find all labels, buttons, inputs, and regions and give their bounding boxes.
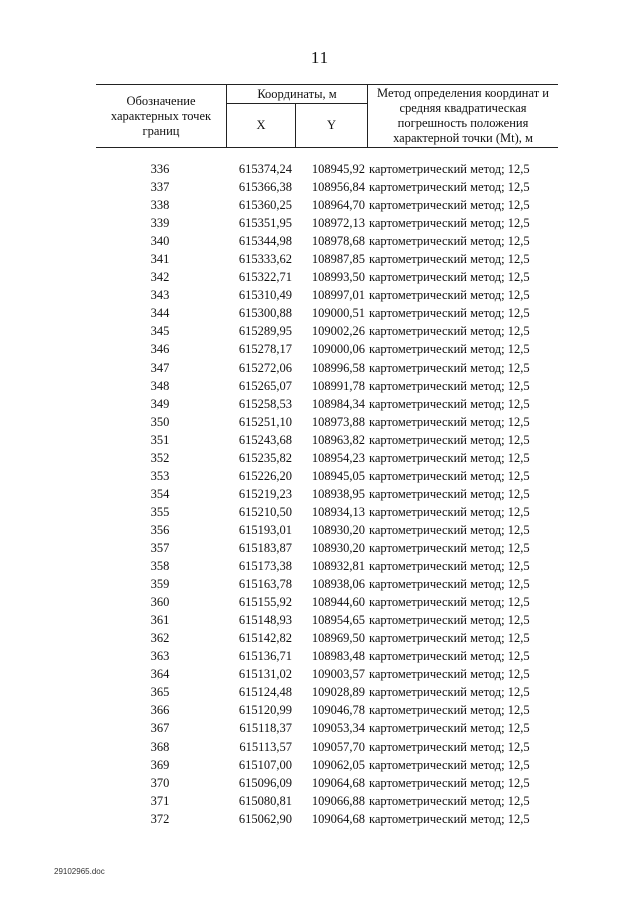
- y-coordinate-cell: 109064,68: [311, 811, 365, 826]
- y-coordinate-cell: 108930,20: [311, 540, 365, 555]
- y-coordinate-cell: 109000,06: [311, 342, 365, 357]
- table-row: [96, 792, 558, 810]
- y-coordinate-cell: 109046,78: [311, 703, 365, 718]
- point-number-cell: 357: [150, 540, 170, 555]
- method-cell: картометрический метод; 12,5: [369, 522, 530, 537]
- x-coordinate-cell: 615124,48: [238, 685, 292, 700]
- method-cell: картометрический метод; 12,5: [369, 504, 530, 519]
- x-coordinate-cell: 615351,95: [238, 216, 292, 231]
- table-row: [96, 322, 558, 340]
- x-coordinate-cell: 615173,38: [238, 559, 292, 574]
- point-number-cell: 362: [150, 631, 170, 646]
- x-coordinate-cell: 615136,71: [238, 649, 292, 664]
- point-number-cell: 365: [150, 685, 170, 700]
- y-coordinate-cell: 109028,89: [311, 685, 365, 700]
- point-number-cell: 359: [150, 577, 170, 592]
- point-number-cell: 363: [150, 649, 170, 664]
- y-coordinate-cell: 108930,20: [311, 522, 365, 537]
- method-cell: картометрический метод; 12,5: [369, 559, 530, 574]
- method-cell: картометрический метод; 12,5: [369, 811, 530, 826]
- table-row: [96, 286, 558, 304]
- x-coordinate-cell: 615366,38: [238, 180, 292, 195]
- x-coordinate-cell: 615322,71: [238, 270, 292, 285]
- point-number-cell: 361: [150, 613, 170, 628]
- y-coordinate-cell: 108991,78: [311, 378, 365, 393]
- x-coordinate-cell: 615235,82: [238, 450, 292, 465]
- y-coordinate-cell: 109000,51: [311, 306, 365, 321]
- table-row: [96, 557, 558, 575]
- header-y: Y: [326, 118, 337, 132]
- x-coordinate-cell: 615300,88: [238, 306, 292, 321]
- table-row: [96, 503, 558, 521]
- method-cell: картометрический метод; 12,5: [369, 667, 530, 682]
- table-row: [96, 250, 558, 268]
- table-row: [96, 521, 558, 539]
- y-coordinate-cell: 108932,81: [311, 559, 365, 574]
- y-coordinate-cell: 108956,84: [311, 180, 365, 195]
- point-number-cell: 346: [150, 342, 170, 357]
- table-row: [96, 178, 558, 196]
- x-coordinate-cell: 615080,81: [238, 793, 292, 808]
- x-coordinate-cell: 615210,50: [238, 504, 292, 519]
- x-coordinate-cell: 615278,17: [238, 342, 292, 357]
- method-cell: картометрический метод; 12,5: [369, 540, 530, 555]
- table-row: [96, 395, 558, 413]
- y-coordinate-cell: 108983,48: [311, 649, 365, 664]
- point-number-cell: 337: [150, 180, 170, 195]
- footer-file-name: 29102965.doc: [54, 867, 105, 876]
- method-cell: картометрический метод; 12,5: [369, 450, 530, 465]
- y-coordinate-cell: 108954,23: [311, 450, 365, 465]
- table-body: [96, 160, 558, 828]
- point-number-cell: 353: [150, 468, 170, 483]
- method-cell: картометрический метод; 12,5: [369, 342, 530, 357]
- x-coordinate-cell: 615163,78: [238, 577, 292, 592]
- table-row: [96, 340, 558, 358]
- table-row: [96, 268, 558, 286]
- y-coordinate-cell: 109053,34: [311, 721, 365, 736]
- method-cell: картометрический метод; 12,5: [369, 486, 530, 501]
- x-coordinate-cell: 615107,00: [238, 757, 292, 772]
- method-cell: картометрический метод; 12,5: [369, 288, 530, 303]
- y-coordinate-cell: 108944,60: [311, 595, 365, 610]
- method-cell: картометрический метод; 12,5: [369, 270, 530, 285]
- method-cell: картометрический метод; 12,5: [369, 378, 530, 393]
- y-coordinate-cell: 109062,05: [311, 757, 365, 772]
- table-row: [96, 304, 558, 322]
- point-number-cell: 336: [150, 162, 170, 176]
- y-coordinate-cell: 108987,85: [311, 252, 365, 267]
- point-number-cell: 343: [150, 288, 170, 303]
- method-cell: картометрический метод; 12,5: [369, 577, 530, 592]
- method-cell: картометрический метод; 12,5: [369, 703, 530, 718]
- x-coordinate-cell: 615118,37: [239, 721, 292, 736]
- point-number-cell: 368: [150, 739, 170, 754]
- method-cell: картометрический метод; 12,5: [369, 360, 530, 375]
- method-cell: картометрический метод; 12,5: [369, 775, 530, 790]
- y-coordinate-cell: 108996,58: [311, 360, 365, 375]
- point-number-cell: 349: [150, 396, 170, 411]
- point-number-cell: 354: [150, 486, 170, 501]
- x-coordinate-cell: 615131,02: [238, 667, 292, 682]
- table-row: [96, 485, 558, 503]
- x-coordinate-cell: 615272,06: [238, 360, 292, 375]
- method-cell: картометрический метод; 12,5: [369, 613, 530, 628]
- point-number-cell: 342: [150, 270, 170, 285]
- table-row: [96, 214, 558, 232]
- point-number-cell: 348: [150, 378, 170, 393]
- x-coordinate-cell: 615333,62: [238, 252, 292, 267]
- x-coordinate-cell: 615142,82: [238, 631, 292, 646]
- header-method-cell: [368, 85, 558, 147]
- table-row: [96, 232, 558, 250]
- method-cell: картометрический метод; 12,5: [369, 468, 530, 483]
- table-row: [96, 738, 558, 756]
- method-cell: картометрический метод; 12,5: [369, 432, 530, 447]
- x-coordinate-cell: 615258,53: [238, 396, 292, 411]
- method-cell: картометрический метод; 12,5: [369, 162, 530, 176]
- table-row: [96, 647, 558, 665]
- y-coordinate-cell: 109003,57: [311, 667, 365, 682]
- point-number-cell: 340: [150, 234, 170, 249]
- point-number-cell: 370: [150, 775, 170, 790]
- x-coordinate-cell: 615193,01: [238, 522, 292, 537]
- x-coordinate-cell: 615265,07: [238, 378, 292, 393]
- point-number-cell: 360: [150, 595, 170, 610]
- y-coordinate-cell: 108973,88: [311, 414, 365, 429]
- x-coordinate-cell: 615096,09: [238, 775, 292, 790]
- method-cell: картометрический метод; 12,5: [369, 414, 530, 429]
- table-row: [96, 629, 558, 647]
- table-row: [96, 593, 558, 611]
- point-number-cell: 347: [150, 360, 170, 375]
- x-coordinate-cell: 615226,20: [238, 468, 292, 483]
- table-row: [96, 449, 558, 467]
- x-coordinate-cell: 615120,99: [238, 703, 292, 718]
- y-coordinate-cell: 109057,70: [311, 739, 365, 754]
- method-cell: картометрический метод; 12,5: [369, 306, 530, 321]
- table-row: [96, 160, 558, 178]
- point-number-cell: 339: [150, 216, 170, 231]
- point-number-cell: 358: [150, 559, 170, 574]
- y-coordinate-cell: 108984,34: [311, 396, 365, 411]
- point-number-cell: 356: [150, 522, 170, 537]
- point-number-cell: 371: [150, 793, 170, 808]
- table-row: [96, 196, 558, 214]
- method-cell: картометрический метод; 12,5: [369, 793, 530, 808]
- table-row: [96, 810, 558, 828]
- table-row: [96, 467, 558, 485]
- table-row: [96, 665, 558, 683]
- x-coordinate-cell: 615155,92: [238, 595, 292, 610]
- point-number-cell: 341: [150, 252, 170, 267]
- page-number: 11: [310, 48, 330, 67]
- table-row: [96, 359, 558, 377]
- y-coordinate-cell: 108997,01: [311, 288, 365, 303]
- method-cell: картометрический метод; 12,5: [369, 198, 530, 213]
- point-number-cell: 367: [150, 721, 170, 736]
- y-coordinate-cell: 108954,65: [311, 613, 365, 628]
- table-row: [96, 774, 558, 792]
- table-row: [96, 683, 558, 701]
- point-number-cell: 366: [150, 703, 170, 718]
- method-cell: картометрический метод; 12,5: [369, 685, 530, 700]
- method-cell: картометрический метод; 12,5: [369, 649, 530, 664]
- point-number-cell: 350: [150, 414, 170, 429]
- table-row: [96, 575, 558, 593]
- header-x: X: [227, 104, 296, 147]
- y-coordinate-cell: 108972,13: [311, 216, 365, 231]
- point-number-cell: 369: [150, 757, 170, 772]
- y-coordinate-cell: 108964,70: [311, 198, 365, 213]
- point-number-cell: 364: [150, 667, 170, 682]
- point-number-cell: 338: [150, 198, 170, 213]
- x-coordinate-cell: 615374,24: [238, 162, 292, 176]
- method-cell: картометрический метод; 12,5: [369, 324, 530, 339]
- table-row: [96, 701, 558, 719]
- x-coordinate-cell: 615360,25: [238, 198, 292, 213]
- method-cell: картометрический метод; 12,5: [369, 180, 530, 195]
- y-coordinate-cell: 108963,82: [311, 432, 365, 447]
- y-coordinate-cell: 108934,13: [311, 504, 365, 519]
- x-coordinate-cell: 615062,90: [238, 811, 292, 826]
- x-coordinate-cell: 615251,10: [238, 414, 292, 429]
- x-coordinate-cell: 615148,93: [238, 613, 292, 628]
- y-coordinate-cell: 108938,95: [311, 486, 365, 501]
- y-coordinate-cell: 109002,26: [311, 324, 365, 339]
- point-number-cell: 351: [150, 432, 170, 447]
- method-cell: картометрический метод; 12,5: [369, 252, 530, 267]
- method-cell: картометрический метод; 12,5: [369, 216, 530, 231]
- y-coordinate-cell: 108945,92: [311, 162, 365, 176]
- y-coordinate-cell: 109064,68: [311, 775, 365, 790]
- point-number-cell: 344: [150, 306, 170, 321]
- x-coordinate-cell: 615344,98: [238, 234, 292, 249]
- x-coordinate-cell: 615310,49: [238, 288, 292, 303]
- method-cell: картометрический метод; 12,5: [369, 396, 530, 411]
- table-row: [96, 719, 558, 737]
- point-number-cell: 372: [150, 811, 170, 826]
- y-coordinate-cell: 108938,06: [311, 577, 365, 592]
- method-cell: картометрический метод; 12,5: [369, 631, 530, 646]
- method-cell: картометрический метод; 12,5: [369, 595, 530, 610]
- header-designation-cell: [96, 85, 226, 147]
- point-number-cell: 352: [150, 450, 170, 465]
- header-designation: Обозначение характерных точек границ: [110, 93, 212, 138]
- table-row: [96, 756, 558, 774]
- header-coordinates: Координаты, м: [227, 85, 367, 104]
- x-coordinate-cell: 615113,57: [239, 739, 292, 754]
- x-coordinate-cell: 615219,23: [238, 486, 292, 501]
- table-row: [96, 431, 558, 449]
- point-number-cell: 345: [150, 324, 170, 339]
- y-coordinate-cell: 108945,05: [311, 468, 365, 483]
- header-coordinates-group: [226, 85, 368, 147]
- x-coordinate-cell: 615183,87: [238, 540, 292, 555]
- table-row: [96, 413, 558, 431]
- point-number-cell: 355: [150, 504, 170, 519]
- y-coordinate-cell: 108969,50: [311, 631, 365, 646]
- table-row: [96, 539, 558, 557]
- table-row: [96, 611, 558, 629]
- method-cell: картометрический метод; 12,5: [369, 721, 530, 736]
- x-coordinate-cell: 615289,95: [238, 324, 292, 339]
- table-row: [96, 377, 558, 395]
- method-cell: картометрический метод; 12,5: [369, 757, 530, 772]
- y-coordinate-cell: 108978,68: [311, 234, 365, 249]
- y-coordinate-cell: 108993,50: [311, 270, 365, 285]
- table-header: [96, 84, 558, 148]
- method-cell: картометрический метод; 12,5: [369, 739, 530, 754]
- header-method: Метод определения координат и средняя квадратическая погрешность положения характерной точки (Mt), м: [377, 86, 549, 145]
- x-coordinate-cell: 615243,68: [238, 432, 292, 447]
- y-coordinate-cell: 109066,88: [311, 793, 365, 808]
- method-cell: картометрический метод; 12,5: [369, 234, 530, 249]
